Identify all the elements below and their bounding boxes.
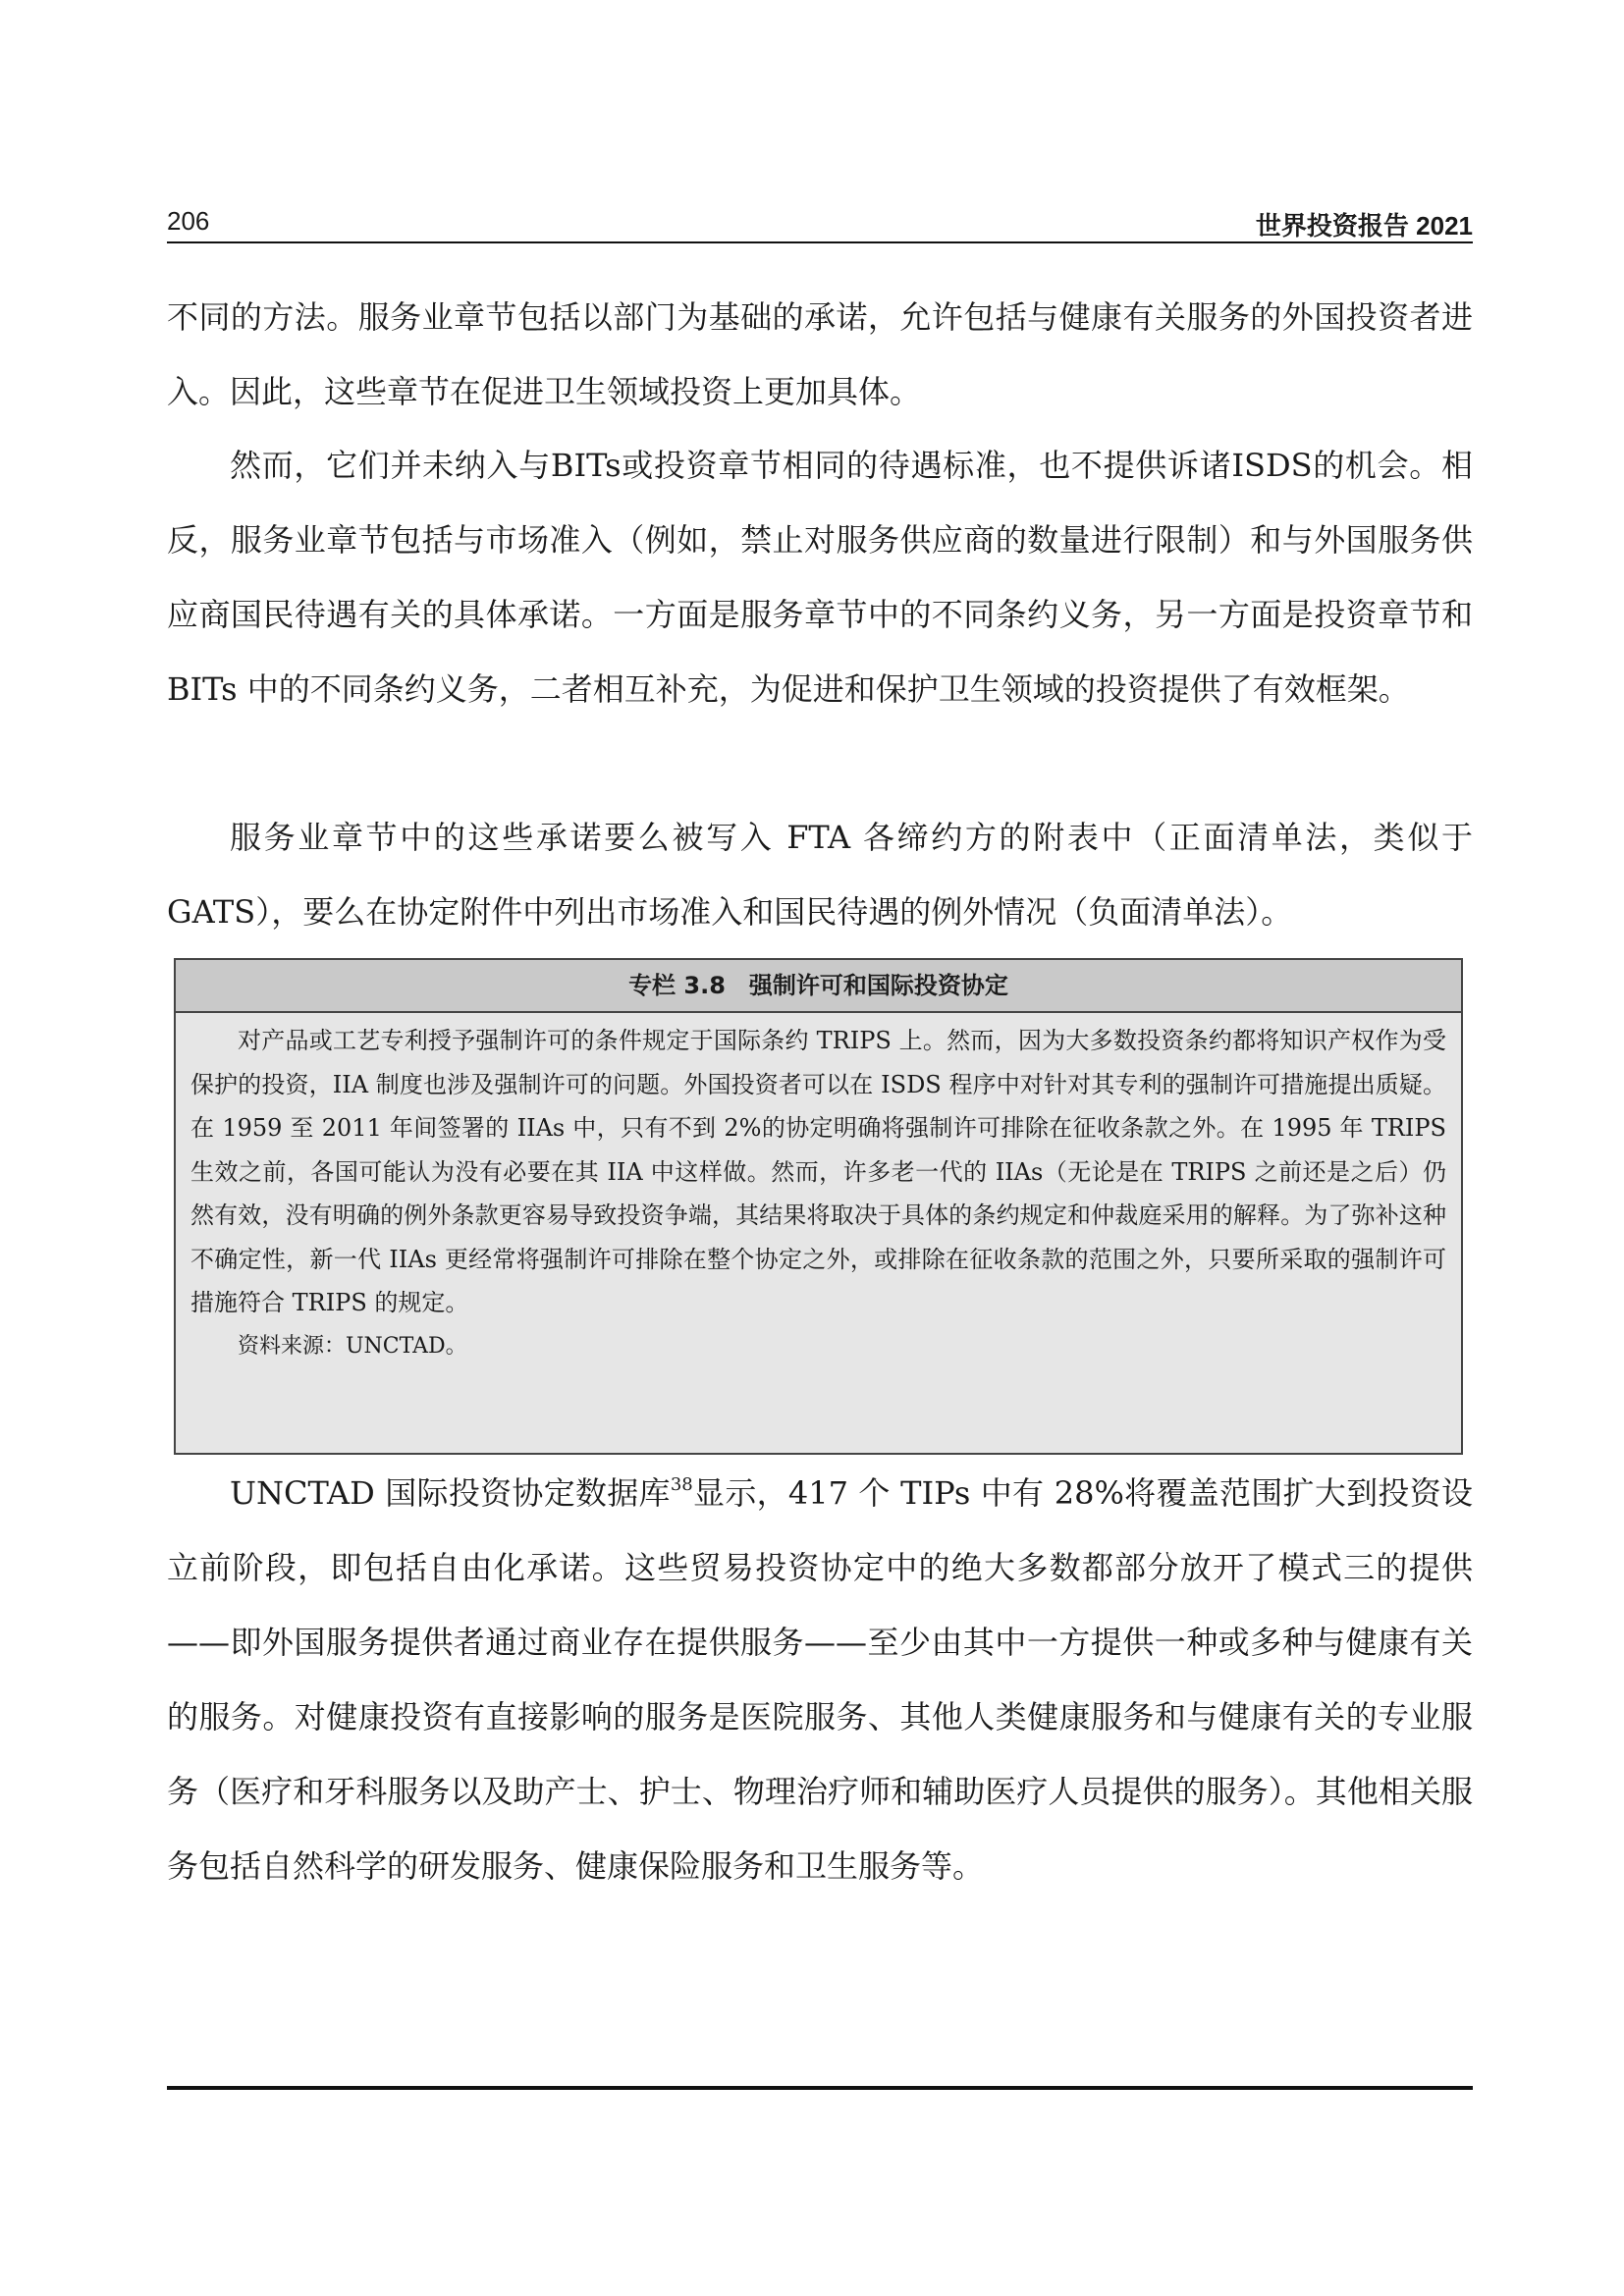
page-number: 206 (167, 206, 210, 236)
paragraph-1: 不同的方法。服务业章节包括以部门为基础的承诺，允许包括与健康有关服务的外国投资者进入。因此，这些章节在促进卫生领域投资上更加具体。 (167, 298, 1473, 410)
box-title: 专栏 3.8 强制许可和国际投资协定 (176, 960, 1461, 1013)
box-3-8 (174, 958, 1463, 1455)
footnote-reference[interactable]: 38 (670, 1474, 693, 1495)
paragraph-4-rest: 显示，417 个 TIPs 中有 28%将覆盖范围扩大到投资设立前阶段，即包括自由化承诺。这些贸易投资协定中的绝大多数都部分放开了模式三的提供——即外国服务提供者通过商业存在提供服务——至少由其中一方提供一种或多种与健康有关的服务。对健康投资有直接影响的服务是医院服务、其他人类健康服务和与健康有关的专业服务（医疗和牙科服务以及助产士、护士、物理治疗师和辅助医疗人员提供的服务）。其他相关服务包括自然科学的研发服务、健康保险服务和卫生服务等。 (167, 1474, 1473, 1885)
page-header (167, 202, 1473, 241)
running-title: 世界投资报告 2021 (1255, 211, 1473, 240)
paragraph-3-container (167, 800, 1473, 949)
box-body (176, 1013, 1461, 1368)
header-divider (167, 241, 1473, 243)
paragraph-2: 然而，它们并未纳入与BITs或投资章节相同的待遇标准，也不提供诉诸ISDS的机会。相反，服务业章节包括与市场准入（例如，禁止对服务供应商的数量进行限制）和与外国服务供应商国民待遇有关的具体承诺。一方面是服务章节中的不同条约义务，另一方面是投资章节和 BITs 中的不同条约义务，二者相互补充，为促进和保护卫生领域的投资提供了有效框架。 (167, 447, 1473, 708)
paragraph-3: 服务业章节中的这些承诺要么被写入 FTA 各缔约方的附表中（正面清单法，类似于GATS），要么在协定附件中列出市场准入和国民待遇的例外情况（负面清单法）。 (167, 819, 1473, 931)
box-paragraph: 对产品或工艺专利授予强制许可的条件规定于国际条约 TRIPS 上。然而，因为大多数投资条约都将知识产权作为受保护的投资，IIA 制度也涉及强制许可的问题。外国投资者可以在 ISDS 程序中对针对其专利的强制许可措施提出质疑。在 1959 至 2011 年间签署的 IIAs 中，只有不到 2%的协定明确将强制许可排除在征收条款之外。在 1995 年 TRIPS 生效之前，各国可能认为没有必要在其 IIA 中这样做。然而，许多老一代的 IIAs（无论是在 TRIPS 之前还是之后）仍然有效，没有明确的例外条款更容易导致投资争端，其结果将取决于具体的条约规定和仲裁庭采用的解释。为了弥补这种不确定性，新一代 IIAs 更经常将强制许可排除在整个协定之外，或排除在征收条款的范围之外，只要所采取的强制许可措施符合 TRIPS 的规定。 (190, 1027, 1446, 1316)
paragraph-1-container (167, 280, 1473, 429)
paragraph-4 (167, 1456, 1473, 1903)
footer-divider (167, 2086, 1473, 2090)
box-source: 资料来源：UNCTAD。 (238, 1333, 467, 1359)
paragraph-2-container (167, 428, 1473, 726)
paragraph-4-container (167, 1456, 1473, 1903)
paragraph-4-lead: UNCTAD 国际投资协定数据库 (230, 1474, 671, 1512)
